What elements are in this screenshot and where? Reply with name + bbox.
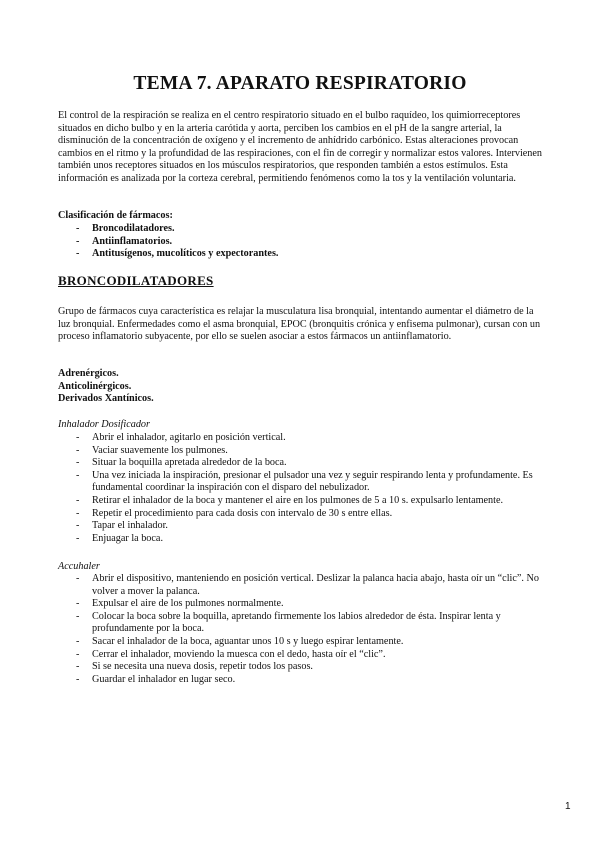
- list-item: - Retirar el inhalador de la boca y mantener el aire en los pulmones de 5 a 10 s. expulsarlo lentamente.: [76, 494, 504, 506]
- list-item: - Vaciar suavemente los pulmones.: [76, 444, 228, 456]
- list-item: - Abrir el dispositivo, manteniendo en posición vertical. Deslizar la palanca hacia abajo, hasta oír un “clic”. No volver a mover la palanca.: [76, 573, 539, 597]
- list-item: - Broncodilatadores.: [76, 223, 175, 234]
- list-item: - Guardar el inhalador en lugar seco.: [76, 673, 236, 685]
- accuhaler-steps: [58, 573, 558, 686]
- page-number: 1: [565, 801, 571, 812]
- list-item: - Una vez iniciada la inspiración, presionar el pulsador una vez y seguir respirando lenta y profundamente. Es fundamental coordinar la inspiración con el disparo del nebulizador.: [76, 469, 533, 494]
- list-item: - Tapar el inhalador.: [76, 520, 168, 532]
- drug-type: Anticolinérgicos.: [58, 380, 132, 392]
- classification-list: [58, 223, 278, 261]
- list-item: - Situar la boquilla apretada alrededor de la boca.: [76, 457, 287, 469]
- inhaler-steps: [58, 432, 558, 545]
- section-title-broncodilatadores: BRONCODILATADORES: [58, 273, 214, 288]
- classification-heading: Clasificación de fármacos:: [58, 210, 173, 221]
- list-item: - Colocar la boca sobre la boquilla, apretando firmemente los labios alrededor de ésta. Inspirar lenta y profundamente por la boca.: [76, 610, 501, 635]
- accuhaler-heading: Accuhaler: [58, 561, 100, 572]
- list-item: - Si se necesita una nueva dosis, repetir todos los pasos.: [76, 661, 313, 673]
- list-item: - Abrir el inhalador, agitarlo en posición vertical.: [76, 432, 286, 443]
- list-item: - Enjuagar la boca.: [76, 532, 163, 544]
- list-item: - Antitusígenos, mucolíticos y expectorantes.: [76, 248, 279, 260]
- drug-types: [58, 368, 154, 406]
- drug-type: Derivados Xantínicos.: [58, 393, 154, 405]
- drug-type: Adrenérgicos.: [58, 368, 119, 379]
- dash-bullet: -: [76, 235, 80, 247]
- inhaler-heading: Inhalador Dosificador: [58, 419, 150, 430]
- dash-bullet: -: [76, 248, 80, 260]
- list-item: - Repetir el procedimiento para cada dosis con intervalo de 30 s entre ellas.: [76, 507, 393, 519]
- list-item: - Sacar el inhalador de la boca, aguantar unos 10 s y luego espirar lentamente.: [76, 635, 404, 647]
- broncodilatadores-paragraph: Grupo de fármacos cuya característica es relajar la musculatura lisa bronquial, intentando aumentar el diámetro de la luz bronquial. Enfermedades como el asma bronquial, EPOC (bronquitis crónica y enfisema pulmonar), cursan con un proceso inflamatorio subyacente, por ello se suelen asociar a estos fármacos un antiinflamatorio.: [58, 306, 541, 343]
- list-item: - Expulsar el aire de los pulmones normalmente.: [76, 598, 284, 610]
- list-item: - Cerrar el inhalador, moviendo la muesca con el dedo, hasta oír el “clic”.: [76, 648, 386, 660]
- page-title: TEMA 7. APARATO RESPIRATORIO: [133, 73, 467, 94]
- intro-paragraph: El control de la respiración se realiza en el centro respiratorio situado en el bulbo raquídeo, los quimiorreceptores situados en dicho bulbo y en la arteria carótida y aorta, perciben los cambios en el pH de la sangre arterial, la disminución de la concentración de oxígeno y el incremento de anhídrido carbónico. Estas alteraciones provocan cambios en el ritmo y la profundidad de las respiraciones, con el fin de corregir y normalizar estos valores. Intervienen también unos receptores situados en los músculos respiratorios, que responden también a estos estímulos. Esta información es analizada por la corteza cerebral, permitiendo fenómenos como la tos y la ventilación voluntaria.: [58, 110, 543, 184]
- list-item: - Antiinflamatorios.: [76, 235, 173, 247]
- dash-bullet: -: [76, 223, 80, 234]
